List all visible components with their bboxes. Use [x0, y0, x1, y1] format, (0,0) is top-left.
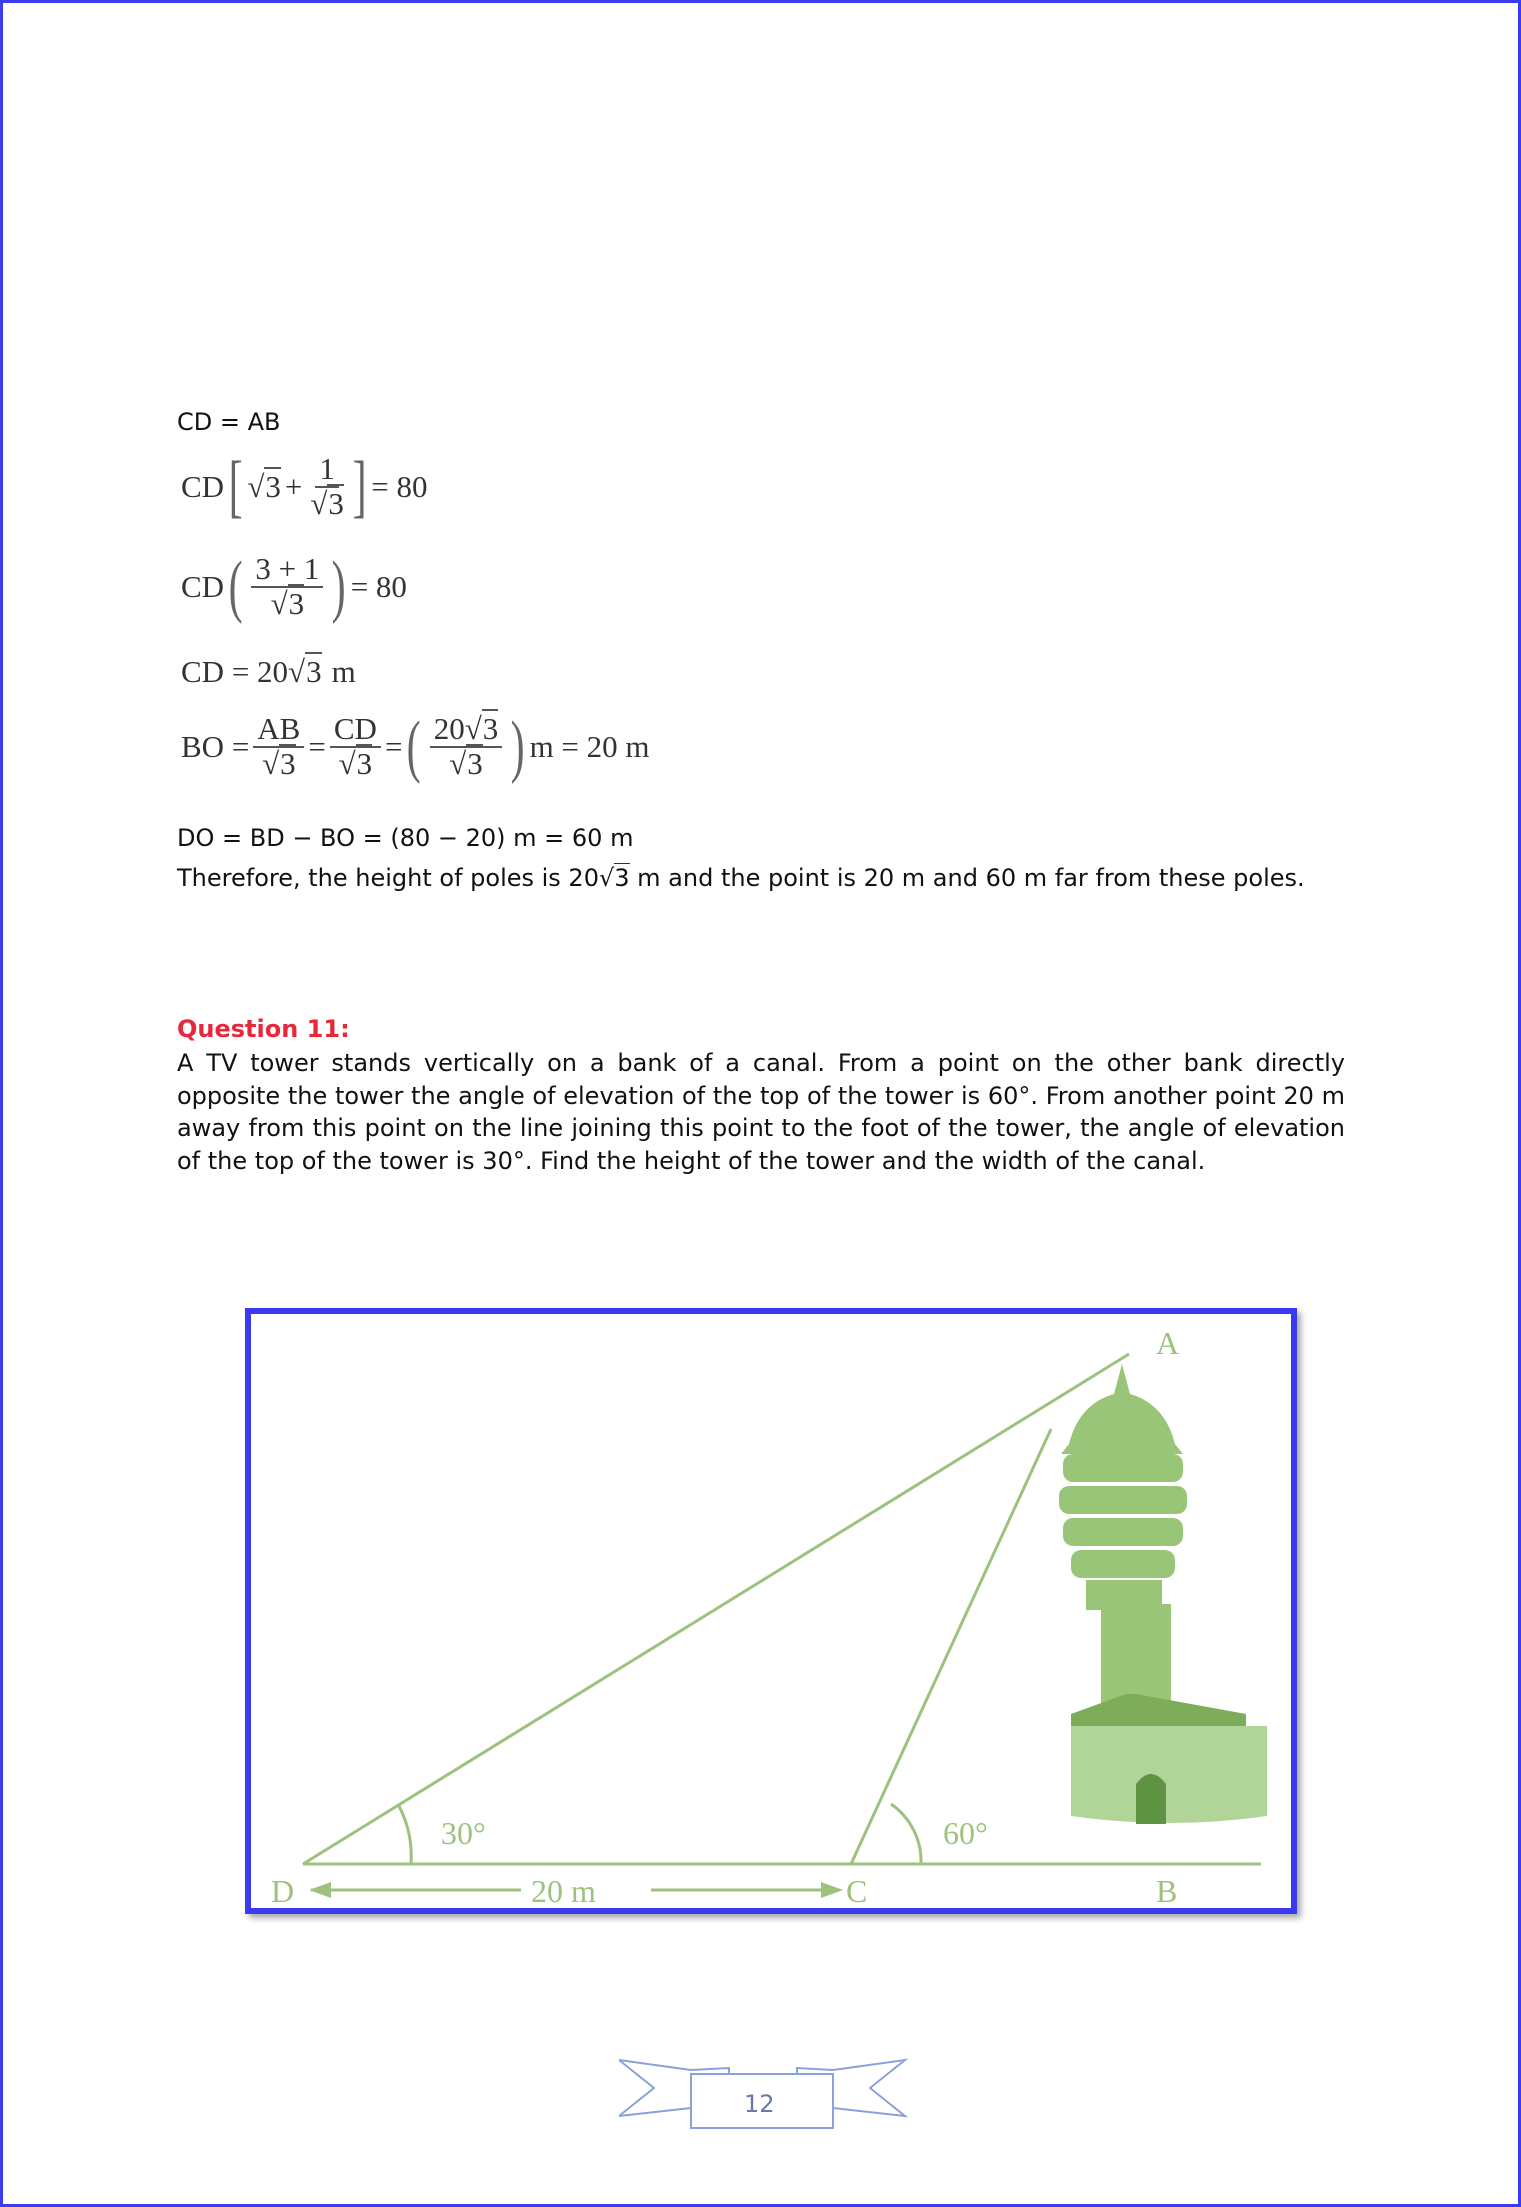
question-text: A TV tower stands vertically on a bank of a canal. From a point on the other bank directly opposite the tower the angle of elevation of the top of the tower is 60°. From another point 20 m away from this point on the line joining this point to the foot of the tower, the angle of elevation of the top of the tower is 30°. Find the height of the tower and the width of the canal.: [177, 1049, 1345, 1175]
page-number: 12: [744, 2090, 775, 2118]
distance-label: 20 m: [531, 1873, 596, 1908]
tower-icon: [1059, 1364, 1267, 1824]
line-ca: [851, 1429, 1051, 1864]
tower-diagram: [251, 1314, 1291, 1908]
label-c: C: [846, 1873, 868, 1908]
equation-4: BO = $\frac{AB}{√3}$ = $\frac{CD}{√3}$ = ( $\frac{20√3}{√3}$ ) m = 20 m: [181, 708, 650, 785]
right-bracket: ]: [352, 448, 367, 525]
conclusion-paragraph: Therefore, the height of poles is 20√3 m and the point is 20 m and 60 m far from these poles.: [177, 864, 1305, 892]
equation-1: CD [ √3 + $\frac{1}{√3}$ ] = 80: [181, 448, 428, 525]
angle-arc-c: [891, 1804, 921, 1864]
label-b: B: [1156, 1873, 1178, 1908]
fraction: $\frac{3 + 1}{√3}$: [251, 553, 323, 620]
question-title: Question 11:: [177, 1015, 350, 1043]
equation-2: CD ( $\frac{3 + 1}{√3}$ ) = 80: [181, 548, 407, 625]
label-a: A: [1156, 1325, 1180, 1361]
fraction: $\frac{1}{√3}$: [310, 451, 344, 521]
left-bracket: [: [228, 448, 243, 525]
label-d: D: [271, 1873, 295, 1908]
page-number-banner: [619, 2050, 909, 2135]
do-equation: DO = BD − BO = (80 − 20) m = 60 m: [177, 824, 634, 852]
line-da: [303, 1354, 1129, 1864]
angle-label-60: 60°: [943, 1815, 988, 1851]
diagram-figure: [245, 1308, 1297, 1914]
angle-arc-d: [399, 1806, 411, 1864]
equation-3: CD = 20 √3 m: [181, 654, 356, 689]
angle-label-30: 30°: [441, 1815, 486, 1851]
equation-line-cd-ab: CD = AB: [177, 408, 281, 436]
